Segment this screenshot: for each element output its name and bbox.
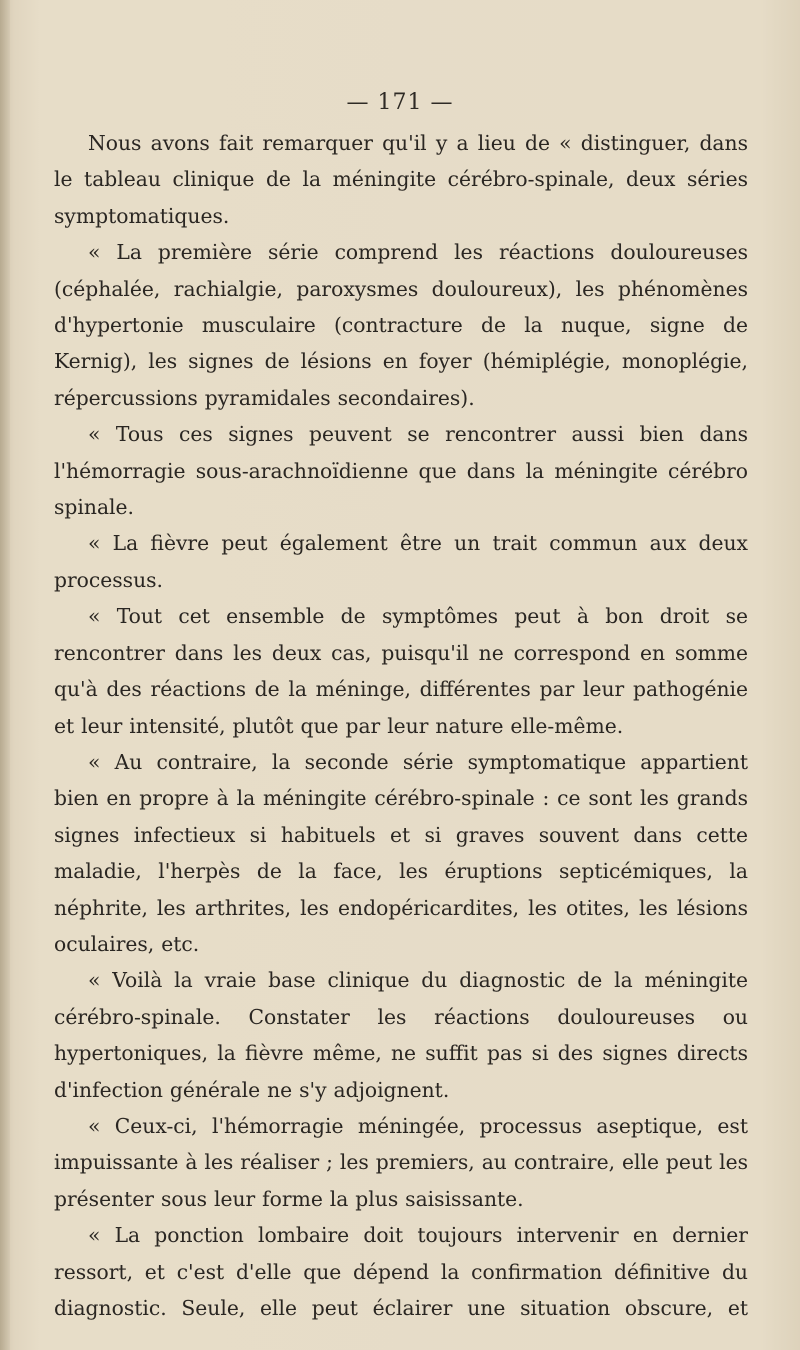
page-binding-edge — [0, 0, 10, 1350]
paragraph: « Au contraire, la seconde série symptomatique appartient bien en propre à la méningite cérébro-spinale : ce sont les grands signes infectieux si habituels et si graves souvent dans cette maladie, l'herpès de la face, les éruptions septicémiques, la néphrite, les arthrites, les endopéricardites, les otites, les lésions oculaires, etc. — [54, 749, 748, 956]
paragraph: « Tout cet ensemble de symptômes peut à bon droit se rencontrer dans les deux cas, puisqu'il ne correspond en somme qu'à des réactions de la méninge, différentes par leur pathogénie et leur intensité, plutôt que par leur nature elle-même. — [54, 604, 748, 738]
paragraph: « Voilà la vraie base clinique du diagnostic de la méningite cérébro-spinale. Constater les réactions douloureuses ou hypertoniques, la fièvre même, ne suffit pas si des signes directs d'infection générale ne s'y adjoignent. — [54, 968, 748, 1102]
page-number: — 171 — — [346, 90, 454, 115]
paragraph: « La ponction lombaire doit toujours intervenir en dernier ressort, et c'est d'elle que dépend la confirmation définitive du diagnostic. Seule, elle peut éclairer une situation obscure, et — [54, 1223, 748, 1320]
paragraph: « Tous ces signes peuvent se rencontrer aussi bien dans l'hémorragie sous-arachnoïdienne que dans la méningite cérébro spinale. — [54, 422, 748, 520]
paragraph: « La première série comprend les réactions douloureuses (céphalée, rachialgie, paroxysmes douloureux), les phénomènes d'hypertonie musculaire (contracture de la nuque, signe de Kernig), les signes de lésions en foyer (hémiplégie, monoplégie, répercussions pyramidales secondaires). — [54, 240, 748, 410]
body-text — [54, 125, 748, 1326]
paragraph: Nous avons fait remarquer qu'il y a lieu de « distinguer, dans le tableau clinique de la méningite cérébro-spinale, deux séries symptomatiques. — [54, 131, 748, 228]
paragraph: « La fièvre peut également être un trait commun aux deux processus. — [54, 531, 748, 592]
paragraph: « Ceux-ci, l'hémorragie méningée, processus aseptique, est impuissante à les réaliser ; les premiers, au contraire, elle peut les présenter sous leur forme la plus saisissante. — [54, 1113, 748, 1211]
